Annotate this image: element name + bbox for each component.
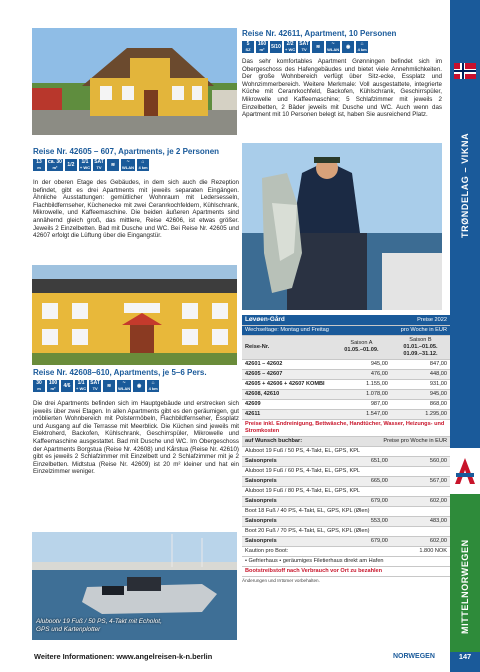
boat-price: 553,00 — [332, 516, 391, 526]
photo-yellow-house — [32, 28, 237, 135]
table-year: Preise 2022 — [332, 315, 450, 325]
bathroom-icon: 1/1 + WC — [79, 159, 91, 170]
boat-season-label: Saisonpreis — [242, 536, 332, 546]
boat-price: 567,00 — [391, 476, 450, 486]
table-changeover: Wechseltage: Montag und Freitag — [242, 325, 332, 335]
boat-season-label: Saisonpreis — [242, 516, 332, 526]
dishwasher-icon: ◉ — [342, 41, 354, 53]
logo-icon — [450, 448, 480, 494]
footer-country: NORWEGEN — [393, 653, 435, 660]
footer-more-info: Weitere Informationen: www.angelreisen-k-n.berlin — [34, 652, 213, 661]
wlan-icon: ~ WLAN — [327, 41, 340, 52]
wifi-icon: ≋ — [103, 380, 115, 392]
boat-desc: Boot 20 Fuß / 70 PS, 4-Takt, EL, GPS, KPL (Ølen) — [242, 526, 450, 536]
table-row: 42611 1.547,00 1.295,00 — [242, 409, 450, 419]
boat-desc: Boot 18 Fuß / 40 PS, 4-Takt, EL, GPS, KPL (Ølen) — [242, 506, 450, 516]
icon-row-42608-610 — [33, 380, 159, 392]
boat-price: 483,00 — [391, 516, 450, 526]
extras-header: auf Wunsch buchbar: — [242, 436, 332, 446]
distance-water-icon: 13 m — [33, 159, 45, 171]
bathroom-icon: 1/1 + WC — [76, 380, 87, 391]
bathroom-icon: 2/2 + WC — [285, 41, 296, 52]
sat-tv-icon: SAT TV — [90, 380, 100, 391]
boat-season-label: Saisonpreis — [242, 476, 332, 486]
extras-header-right: Preise pro Woche in EUR — [332, 436, 450, 446]
boat-price: 560,00 — [391, 456, 450, 466]
disclaimer: Änderungen und Irrtümer vorbehalten. — [242, 577, 320, 583]
sat-tv-icon: SAT TV — [94, 159, 104, 170]
sat-tv-icon: SAT TV — [299, 41, 309, 52]
beds-icon: 5/10 — [270, 41, 282, 53]
area-icon: 160 m² — [257, 41, 267, 52]
boat-price: 651,00 — [332, 456, 391, 466]
section-text-42608-610: Die drei Apartments befinden sich im Hauptgebäude und erstrecken sich jeweils über zwei Etagen. In allen Apartments gibt es den geräumigen, gut möblierten Wohnbereich mit Polstermöbeln, Flachbildfernseher, Essplatz und Ausgang auf die Terrasse mit Meerblick. Die Küchen sind jeweils mit Elektroherd, Backofen, Kühlschrank, Geschirrspüler, Mikrowelle und Kaffeemaschine ausgestattet. Bad mit Dusche und WC. Im Obergeschoss der Apartments Borgstua (Reise Nr. 42608) und Kårstua (Reise Nr. 42610) gibt es jeweils 2 Schlafzimmer mit Einzelbett und 2 Schlafzimmer mit je 2 Einzelbetten. Midtstua (Reise Nr. 42609) ist 20 m² kleiner und hat ein Einzelzimmer weniger. — [33, 400, 239, 476]
boat-season-label: Saisonpreis — [242, 496, 332, 506]
wifi-icon: ≋ — [107, 159, 119, 171]
section-title-42608-610: Reise Nr. 42608–610, Apartments, je 5–6 Pers. — [33, 368, 207, 377]
page-number: 147 — [458, 652, 472, 661]
photo-fisherman — [242, 143, 442, 310]
section-title-42605-607: Reise Nr. 42605 – 607, Apartments, je 2 Personen — [33, 147, 220, 156]
wlan-icon: ~ WLAN — [122, 159, 135, 170]
region-sidebar — [450, 0, 480, 672]
distance-icon: ⌂ 4 km — [357, 41, 367, 52]
table-row: 42605 + 42606 + 42607 KOMBI 1.155,00 931,00 — [242, 379, 450, 389]
table-per-week: pro Woche in EUR — [332, 325, 450, 335]
beds-icon: 4/6 — [61, 380, 73, 392]
fuel-note: Bootstreibstoff nach Verbrauch vor Ort zu bezahlen — [242, 566, 450, 576]
section-text-42605-607: In der oberen Etage des Gebäudes, in dem sich auch die Rezeption befindet, gibt es drei Apartments mit jeweils separaten Eingängen. Ähnliche Ausstattungen: gemütlicher Wohnraum mit Ledersesseln, Flachbildfernseher, Küchenecke mit zwei Ceranrkochfeldern, Kühlschrank, Mikrowelle, und Kaffeemaschine. Die beiden äußeren Apartments sind annähernd gleich groß, das mittlere, Reise 42606, ist etwas größer. Jeweils 2 Einzelbetten. Bad mit Dusche und WC. Bei Reise Nr. 42605 und 42607 erfolgt die Lüftung über die Eingangstür. — [33, 179, 239, 240]
wlan-icon: ~ WLAN — [118, 380, 131, 391]
distance-icon: ⌂ 4 km — [138, 159, 148, 170]
table-row: 42609 987,00 868,00 — [242, 399, 450, 409]
table-row: 42605 – 42607 476,00 448,00 — [242, 369, 450, 379]
price-table-wrapper — [242, 315, 450, 583]
boat-desc: Aluboot 19 Fuß / 60 PS, 4-Takt, EL, GPS, KPL — [242, 466, 450, 476]
norway-flag-icon — [454, 63, 476, 79]
boat-price: 665,00 — [332, 476, 391, 486]
inclusive-note: Preise inkl. Endreinigung, Bettwäsche, Handtücher, Wasser, Heizungs- und Stromkosten — [242, 419, 450, 436]
boat-desc: Aluboot 19 Fuß / 50 PS, 4-Takt, EL, GPS, KPL — [242, 446, 450, 456]
table-resort-name: Løvøen-Gård — [242, 315, 332, 325]
distance-water-icon: 30 m — [33, 380, 45, 392]
icon-row-42605-607 — [33, 159, 149, 171]
boat-season-label: Saisonpreis — [242, 456, 332, 466]
bedrooms-icon: 5 SZ — [242, 41, 254, 53]
price-table — [242, 315, 450, 577]
boat-price: 602,00 — [391, 496, 450, 506]
table-row: 42608, 42610 1.078,00 945,00 — [242, 389, 450, 399]
boat-price: 679,00 — [332, 536, 391, 546]
col-header-season-b: Saison B 01.01.–01.05. 01.09.–31.12. — [391, 335, 450, 359]
photo-apartment-building — [32, 265, 237, 365]
deposit-value: 1.800 NOK — [332, 546, 450, 556]
boat-desc: Aluboot 19 Fuß / 80 PS, 4-Takt, EL, GPS, KPL — [242, 486, 450, 496]
boat-price: 679,00 — [332, 496, 391, 506]
dishwasher-icon: ◉ — [133, 380, 145, 392]
distance-icon: ⌂ 4 km — [148, 380, 158, 391]
table-row: 42601 – 42602 945,00 847,00 — [242, 359, 450, 369]
freezer-note: • Gefrierhaus • geräumiges Filetierhaus direkt am Hafen — [242, 556, 450, 566]
col-header-nr: Reise-Nr. — [242, 335, 332, 359]
deposit-label: Kaution pro Boot: — [242, 546, 332, 556]
boat-price: 602,00 — [391, 536, 450, 546]
icon-row-42611 — [242, 41, 368, 53]
area-icon: ca. 30 m² — [48, 159, 62, 170]
area-icon: 100 m² — [48, 380, 58, 391]
photo-caption: Alubootv 19 Fuß / 50 PS, 4-Takt mit Echolot, GPS und Kartenplotter — [36, 618, 162, 633]
region-label-top: TRØNDELAG – VIKNA — [460, 132, 470, 238]
section-text-42611: Das sehr komfortables Apartment Grønningen befindet sich im Obergeschoss des Hafengebäudes und bietet viele Annehmlichkeiten. Der große Wohnbereich verfügt über Sitz-ecke, Essplatz und Wohnzimmerbereich. Weitere Merkmale: Voll ausgestattete, integrierte Küche mit Ceranrkochfeld, Backofen, Kühlschrank, Geschirrspüler, Mikrowelle und Kaffeemaschine; 5 Schlafzimmer mit jeweils 2 Einzelbetten, 2 Bäder jeweils mit Dusche und WC. Auch wenn das Apartment mit 10 Personen belegt ist, haben Sie ausreichend Platz. — [242, 58, 442, 119]
section-title-42611: Reise Nr. 42611, Apartment, 10 Personen — [242, 29, 397, 38]
beds-icon: 1/2 — [65, 159, 77, 171]
col-header-season-a: Saison A 01.05.–01.09. — [332, 335, 391, 359]
wifi-icon: ≋ — [312, 41, 324, 53]
region-label-bottom: MITTELNORWEGEN — [460, 539, 470, 634]
